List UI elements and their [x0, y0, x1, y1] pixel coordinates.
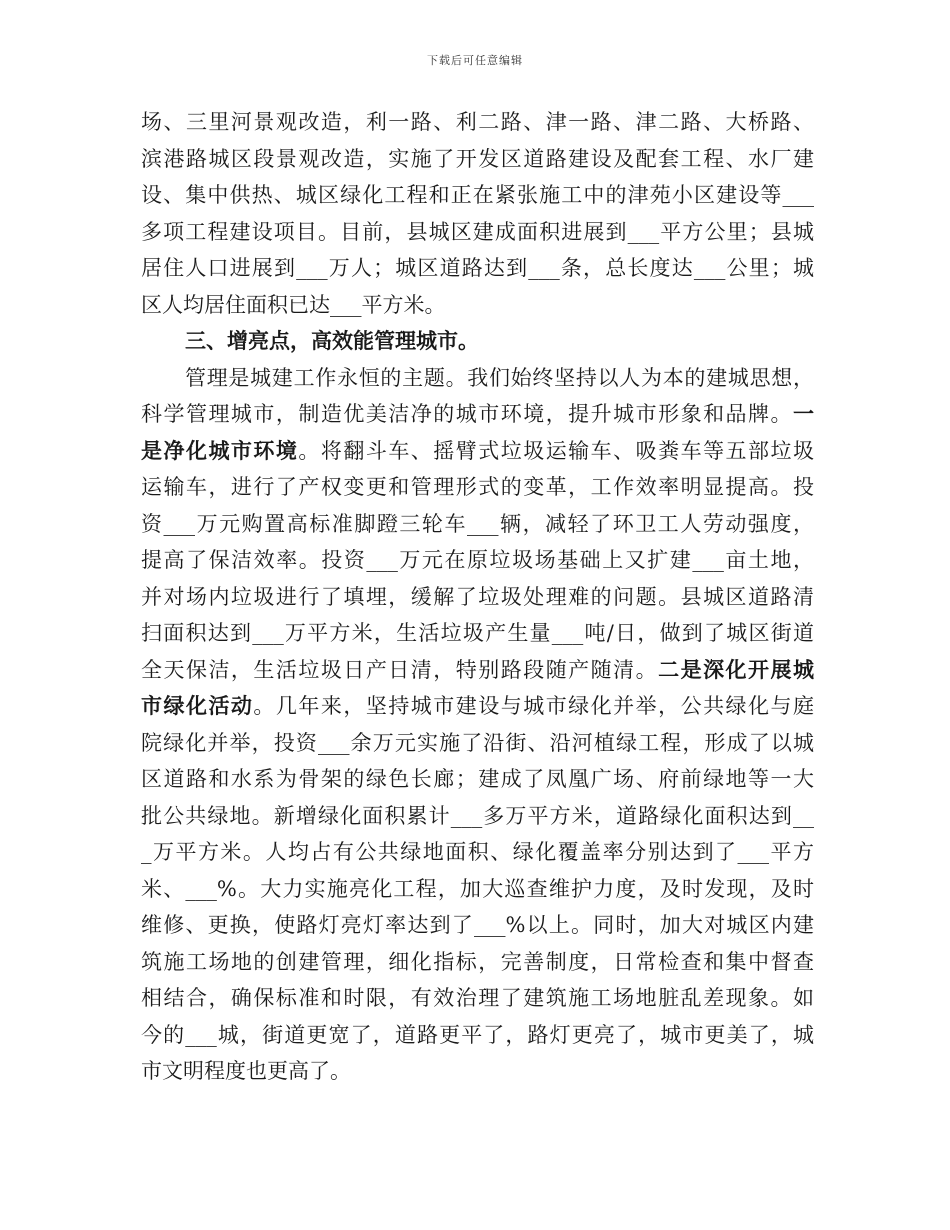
text-line: [141, 761, 814, 798]
text-segment: 相结合，确保标准和时限，有效治理了建筑施工场地脏乱差现象。如: [141, 986, 814, 1010]
text-line: [141, 177, 814, 214]
text-line: [141, 396, 814, 433]
text-line: [141, 433, 814, 470]
text-line: [141, 469, 814, 506]
text-line: [141, 287, 814, 324]
text-segment: 全天保洁，生活垃圾日产日清，特别路段随产随清。: [141, 657, 659, 682]
text-line: [141, 615, 814, 652]
page-header: 下载后可任意编辑: [427, 54, 523, 67]
text-segment: 院绿化并举，投资___余万元实施了沿街、沿河植绿工程，形成了以城: [141, 730, 814, 755]
text-segment: 扫面积达到___万平方米，生活垃圾产生量___吨/日，做到了城区街道: [141, 621, 814, 645]
text-segment: 管理是城建工作永恒的主题。我们始终坚持以人为本的建城思想，: [185, 365, 814, 390]
document-body: [141, 104, 814, 1090]
text-line: [141, 506, 814, 543]
text-line: [141, 214, 814, 251]
text-segment: 设、集中供热、城区绿化工程和正在紧张施工中的津苑小区建设等___: [141, 183, 814, 207]
bold-text-segment: 三、增亮点，高效能管理城市。: [185, 328, 479, 353]
text-segment: 。将翻斗车、摇臂式垃圾运输车、吸粪车等五部垃圾: [298, 438, 815, 463]
text-line: [141, 141, 814, 178]
text-line: [141, 834, 814, 871]
text-line: [141, 980, 814, 1017]
text-segment: 今的___城，街道更宽了，道路更平了，路灯更亮了，城市更美了，城: [141, 1022, 814, 1047]
text-segment: 批公共绿地。新增绿化面积累计___多万平方米，道路绿化面积达到__: [141, 803, 814, 828]
text-segment: 滨港路城区段景观改造，实施了开发区道路建设及配套工程、水厂建: [141, 146, 814, 171]
bold-text-segment: 市绿化活动: [141, 693, 254, 718]
text-segment: 区人均居住面积已达___平方米。: [141, 292, 446, 317]
text-segment: 区道路和水系为骨架的绿色长廊；建成了凤凰广场、府前绿地等一大: [141, 767, 814, 791]
text-line: [141, 542, 814, 579]
text-line: [141, 798, 814, 835]
text-line: [141, 907, 814, 944]
text-segment: 。几年来，坚持城市建设与城市绿化并举，公共绿化与庭: [253, 694, 815, 718]
text-segment: 运输车，进行了产权变更和管理形式的变革，工作效率明显提高。投: [141, 475, 814, 499]
text-segment: 市文明程度也更高了。: [141, 1059, 351, 1083]
text-segment: 筑施工场地的创建管理，细化指标，完善制度，日常检查和集中督查: [141, 949, 814, 974]
bold-text-segment: 二是深化开展城: [658, 656, 815, 682]
text-segment: 多项工程建设项目。目前，县城区建成面积进展到___平方公里；县城: [141, 219, 814, 244]
text-segment: 科学管理城市，制造优美洁净的城市环境，提升城市形象和品牌。: [141, 402, 793, 426]
text-segment: 米、___%。大力实施亮化工程，加大巡查维护力度，及时发现，及时: [141, 876, 814, 901]
text-line: [141, 323, 814, 360]
text-line: [141, 871, 814, 908]
text-segment: 场、三里河景观改造，利一路、利二路、津一路、津二路、大桥路、: [141, 110, 814, 134]
text-segment: _万平方米。人均占有公共绿地面积、绿化覆盖率分别达到了___平方: [141, 840, 814, 864]
text-segment: 资___万元购置高标准脚蹬三轮车___辆，减轻了环卫工人劳动强度，: [141, 511, 814, 536]
text-line: [141, 688, 814, 725]
text-segment: 提高了保洁效率。投资___万元在原垃圾场基础上又扩建___亩土地，: [141, 548, 814, 572]
text-line: [141, 1053, 814, 1090]
text-segment: 并对场内垃圾进行了填埋，缓解了垃圾处理难的问题。县城区道路清: [141, 584, 814, 609]
text-segment: 维修、更换，使路灯亮灯率达到了___%以上。同时，加大对城区内建: [141, 913, 814, 937]
bold-text-segment: 是净化城市环境: [141, 437, 299, 463]
text-line: [141, 360, 814, 397]
text-line: [141, 725, 814, 762]
text-line: [141, 579, 814, 616]
text-line: [141, 104, 814, 141]
text-line: [141, 250, 814, 287]
bold-text-segment: 一: [793, 401, 814, 426]
text-line: [141, 944, 814, 981]
text-line: [141, 1017, 814, 1054]
text-line: [141, 652, 814, 689]
text-segment: 居住人口进展到___万人；城区道路达到___条，总长度达___公里；城: [141, 256, 814, 280]
